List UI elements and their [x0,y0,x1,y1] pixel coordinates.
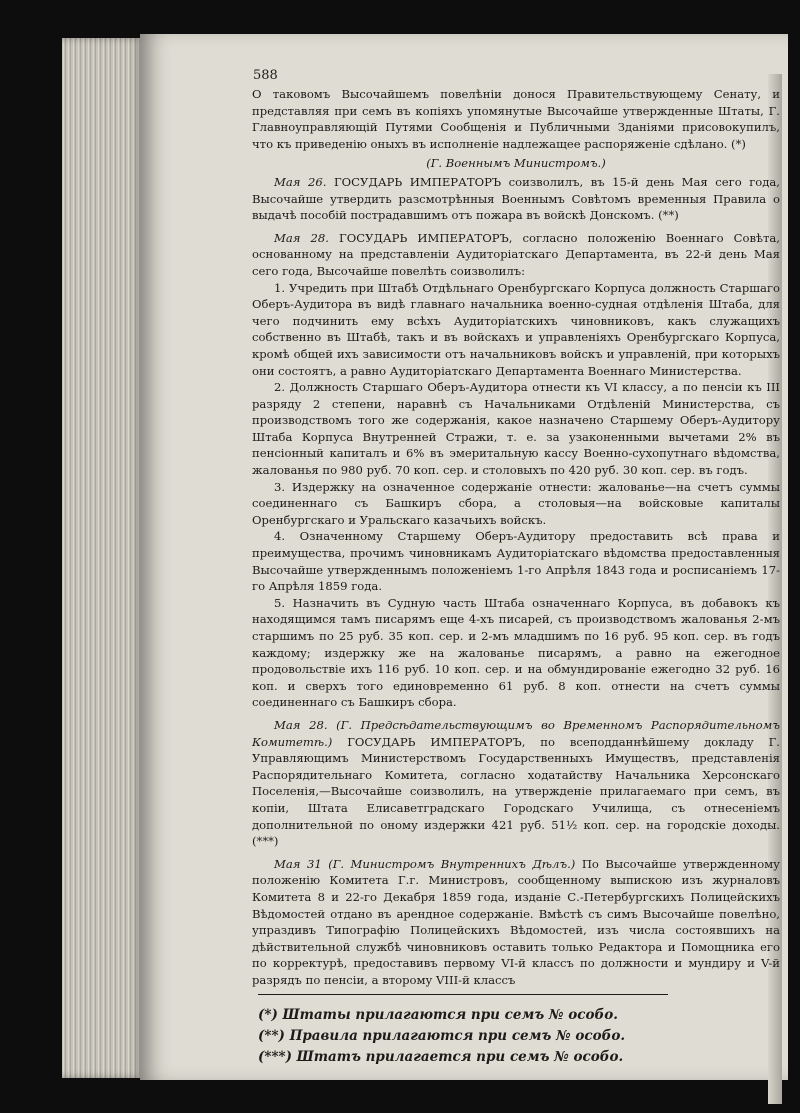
entry-may-31 [252,856,780,989]
entry-date: Мая 28. [274,230,329,245]
entry-source: (Г. Министромъ Внутреннихъ Дѣлъ.) [328,856,576,871]
entry-may-26 [252,174,780,224]
list-item-1: 1. Учредить при Штабѣ Отдѣльнаго Оренбургскаго Корпуса должность Старшаго Оберъ-Аудитора въ видѣ главнаго начальника военно-судная отдѣленія Штаба, для чего подчинить ему всѣхъ Аудиторіатскихъ чиновниковъ, какъ служащихъ собственно въ Штабѣ, такъ и въ войскахъ и управленіяхъ Оренбургскаго Корпуса, кромѣ общей ихъ зависимости отъ начальниковъ войскъ и управленій, при которыхъ они состоятъ, а равно Аудиторіатскаго Департамента Военнаго Министерства. [252,280,780,378]
list-item-4: 4. Означенному Старшему Оберъ-Аудитору предоставить всѣ права и преимущества, прочимъ чиновникамъ Аудиторіатскаго вѣдомства предоставленныя Высочайше утвержденнымъ положеніемъ 1-го Апрѣля 1843 года и росписаніемъ 17-го Апрѣля 1859 года. [252,529,780,594]
book-page [140,34,788,1080]
entry-date: Мая 31 [274,856,322,871]
entry-date: Мая 26. [274,174,327,189]
intro-paragraph: О таковомъ Высочайшемъ повелѣніи донося Правительствующему Сенату, и представляя при семъ въ копіяхъ упомянутые Высочайше утвержденные Штаты, Г. Главноуправляющій Путями Сообщенія и Публичными Зданіями присовокупилъ, что къ приведенію оныхъ въ исполненіе надлежащее распоряженіе сдѣлано. (*) [252,87,780,151]
entry-text: По Высочайше утвержденному положенію Комитета Г.г. Министровъ, сообщенному выпискою изъ журналовъ Комитета 8 и 22-го Декабря 1859 года, изданіе С.-Петербургскихъ Полицейскихъ Вѣдомостей отдано въ арендное содержаніе. Вмѣстѣ съ симъ Высочайше повелѣно, упраздивъ Типографію Полицейскихъ Вѣдомостей, изъ числа состоявшихъ на дѣйствительной службѣ чиновниковъ оставить только Редактора и Помощника его по корректурѣ, предоставивъ первому VI-й классъ по должности и мундиру и V-й разрядъ по пенсіи, а второму VIII-й классъ [252,856,781,987]
entry-text: ГОСУДАРЬ ИМПЕРАТОРЪ, по всеподданнѣйшему докладу Г. Управляющимъ Министерствомъ Государственныхъ Имуществъ, представленія Распорядительнаго Комитета, согласно ходатайству Начальника Херсонскаго Поселенія,—Высочайше соизволилъ, на утвержденіе прилагаемаго при семъ, въ копіи, Штата Елисаветградскаго Городскаго Училища, съ отнесеніемъ дополнительной по оному издержки 421 руб. 51½ коп. сер. на городскіе доходы. (***) [252,734,780,849]
entry-may-28-a [252,230,780,280]
footnote-3: (***) Штатъ прилагается при семъ № особо. [258,1049,624,1066]
entry-text: ГОСУДАРЬ ИМПЕРАТОРЪ, согласно положенію Военнаго Совѣта, основанному на представленіи Аудиторіатскаго Департамента, въ 22-й день Мая сего года, Высочайше повелѣть соизволилъ: [252,230,780,278]
footnote-divider [258,994,668,995]
footnote-1: (*) Штаты прилагаются при семъ № особо. [258,1007,618,1024]
list-item-2: 2. Должность Старшаго Оберъ-Аудитора отнести къ VI классу, а по пенсіи къ III разряду 2 степени, наравнѣ съ Начальниками Отдѣленій Министерства, съ производствомъ того же содержанія, какое назначено Старшему Оберъ-Аудитору Штаба Корпуса Внутренней Стражи, т. е. за узаконенными вычетами 2% въ пенсіонный капиталъ и 6% въ эмеритальную кассу Военно-сухопутнаго вѣдомства, жалованья по 980 руб. 70 коп. сер. и столовыхъ по 420 руб. 30 коп. сер. въ годъ. [252,380,780,478]
footnotes [252,1005,780,1068]
book-spine-edges [62,38,144,1078]
footnote-2: (**) Правила прилагаются при семъ № особо. [258,1028,626,1045]
entry-text: ГОСУДАРЬ ИМПЕРАТОРЪ соизволилъ, въ 15-й день Мая сего года, Высочайше утвердить разсмотрѣнныя Военнымъ Совѣтомъ временныя Правила о выдачѣ пособій пострадавшимъ отъ пожара въ войскѣ Донскомъ. (**) [252,174,780,223]
entry-source: (Г. Предсѣдательствующимъ во Временномъ Распорядительномъ Комитетѣ.) [252,717,780,749]
list-item-5: 5. Назначить въ Судную часть Штаба означеннаго Корпуса, въ добавокъ къ находящимся тамъ писарямъ еще 4-хъ писарей, съ производствомъ жалованья 2-мъ старшимъ по 25 руб. 35 коп. сер. и 2-мъ младшимъ по 16 руб. 95 коп. сер. въ годъ каждому; издержку же на жалованье писарямъ, а равно на ежегодное продовольствіе ихъ 116 руб. 10 коп. сер. и на обмундированіе ежегодно 32 руб. 16 коп. и сверхъ того единовременно 61 руб. 8 коп. отнести на счетъ суммы соединеннаго съ Башкиръ сбора. [252,595,780,710]
source-war-minister: (Г. Военнымъ Министромъ.) [426,156,606,171]
entry-may-28-b [252,717,780,850]
entry-date: Мая 28. [274,717,328,732]
list-item-3: 3. Издержку на означенное содержаніе отнести: жалованье—на счетъ суммы соединеннаго съ Башкиръ сбора, а столовыя—на войсковые капиталы Оренбургскаго и Уральскаго казачьихъ войскъ. [252,479,780,527]
page-content [252,86,780,1068]
page-number: 588 [253,68,278,83]
